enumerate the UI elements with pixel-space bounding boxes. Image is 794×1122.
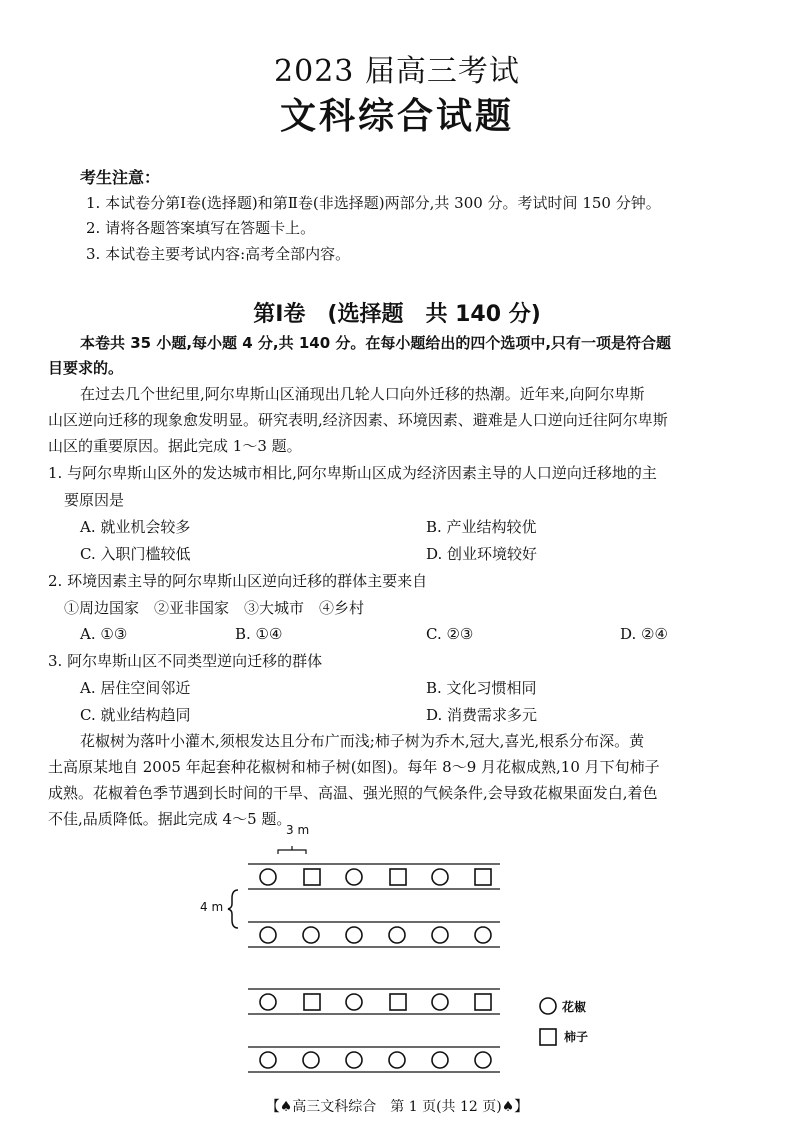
q1-option-b: B. 产业结构较优 — [426, 518, 537, 536]
pepper-tree-marker — [346, 869, 362, 885]
tree-row-1 — [260, 869, 491, 885]
exam-title-line2: 文科综合试题 — [279, 96, 514, 137]
tree-row-3 — [260, 994, 491, 1010]
q3-option-c: C. 就业结构趋同 — [80, 706, 191, 724]
q1-option-a: A. 就业机会较多 — [80, 518, 191, 536]
tree-row-2 — [260, 927, 491, 943]
exam-title-line1: 2023 届高三考试 — [274, 54, 520, 89]
q2-sub-options: ①周边国家 ②亚非国家 ③大城市 ④乡村 — [64, 599, 365, 617]
q3-option-a: A. 居住空间邻近 — [80, 679, 191, 697]
section-title: 第Ⅰ卷 (选择题 共 140 分) — [253, 302, 541, 327]
q1-option-d: D. 创业环境较好 — [426, 545, 538, 563]
label-3m: 3 m — [286, 823, 310, 837]
spacing-bracket-3m — [278, 850, 306, 854]
q2-option-b: B. ①④ — [235, 625, 283, 643]
q3-stem: 3. 阿尔卑斯山区不同类型逆向迁移的群体 — [48, 652, 323, 670]
q2-option-c: C. ②③ — [426, 625, 474, 643]
passage1-line3: 山区的重要原因。据此完成 1～3 题。 — [48, 437, 302, 455]
legend-square-icon — [540, 1029, 556, 1045]
notice-item-3: 3. 本试卷主要考试内容:高考全部内容。 — [86, 245, 351, 263]
passage1-line1: 在过去几个世纪里,阿尔卑斯山区涌现出几轮人口向外迁移的热潮。近年来,向阿尔卑斯 — [80, 385, 645, 403]
section-instruction-line1: 本卷共 35 小题,每小题 4 分,共 140 分。在每小题给出的四个选项中,只有一项是符合题 — [80, 334, 672, 352]
notice-item-2: 2. 请将各题答案填写在答题卡上。 — [86, 219, 316, 237]
row-lines — [248, 864, 500, 1072]
q1-stem-line2: 要原因是 — [64, 491, 125, 509]
q2-option-d: D. ②④ — [620, 625, 668, 643]
legend-circle-icon — [540, 998, 556, 1014]
tree-row-4 — [260, 1052, 491, 1068]
notice-title: 考生注意： — [80, 168, 161, 187]
passage2-line4: 不佳,品质降低。据此完成 4～5 题。 — [48, 810, 292, 828]
q3-option-b: B. 文化习惯相同 — [426, 679, 537, 697]
page-footer: 【♠高三文科综合 第 1 页(共 12 页)♠】 — [265, 1099, 529, 1115]
legend-persimmon-label: 柿子 — [564, 1030, 589, 1044]
spacing-brace-4m — [228, 890, 238, 928]
persimmon-tree-marker — [390, 869, 406, 885]
planting-layout-diagram — [190, 816, 620, 1086]
passage1-line2: 山区逆向迁移的现象愈发明显。研究表明,经济因素、环境因素、避难是人口逆向迁往阿尔卑斯 — [48, 411, 668, 429]
q1-option-c: C. 入职门槛较低 — [80, 545, 191, 563]
q1-stem-line1: 1. 与阿尔卑斯山区外的发达城市相比,阿尔卑斯山区成为经济因素主导的人口逆向迁移地的主 — [48, 464, 657, 482]
legend-pepper-label: 花椒 — [562, 1000, 587, 1014]
pepper-tree-marker — [432, 869, 448, 885]
section-instruction-line2: 目要求的。 — [48, 359, 124, 377]
passage2-line3: 成熟。花椒着色季节遇到长时间的干旱、高温、强光照的气候条件,会导致花椒果面发白,着色 — [48, 784, 658, 802]
q2-option-a: A. ①③ — [80, 625, 128, 643]
pepper-tree-marker — [260, 869, 276, 885]
passage2-line2: 土高原某地自 2005 年起套种花椒树和柿子树(如图)。每年 8～9 月花椒成熟,10 月下旬柿子 — [48, 758, 660, 776]
q2-stem: 2. 环境因素主导的阿尔卑斯山区逆向迁移的群体主要来自 — [48, 572, 428, 590]
notice-item-1: 1. 本试卷分第Ⅰ卷(选择题)和第Ⅱ卷(非选择题)两部分,共 300 分。考试时间 150 分钟。 — [86, 194, 661, 212]
q3-option-d: D. 消费需求多元 — [426, 706, 538, 724]
persimmon-tree-marker — [304, 869, 320, 885]
label-4m: 4 m — [200, 900, 224, 914]
persimmon-tree-marker — [475, 869, 491, 885]
passage2-line1: 花椒树为落叶小灌木,须根发达且分布广而浅;柿子树为乔木,冠大,喜光,根系分布深。黄 — [80, 732, 645, 750]
